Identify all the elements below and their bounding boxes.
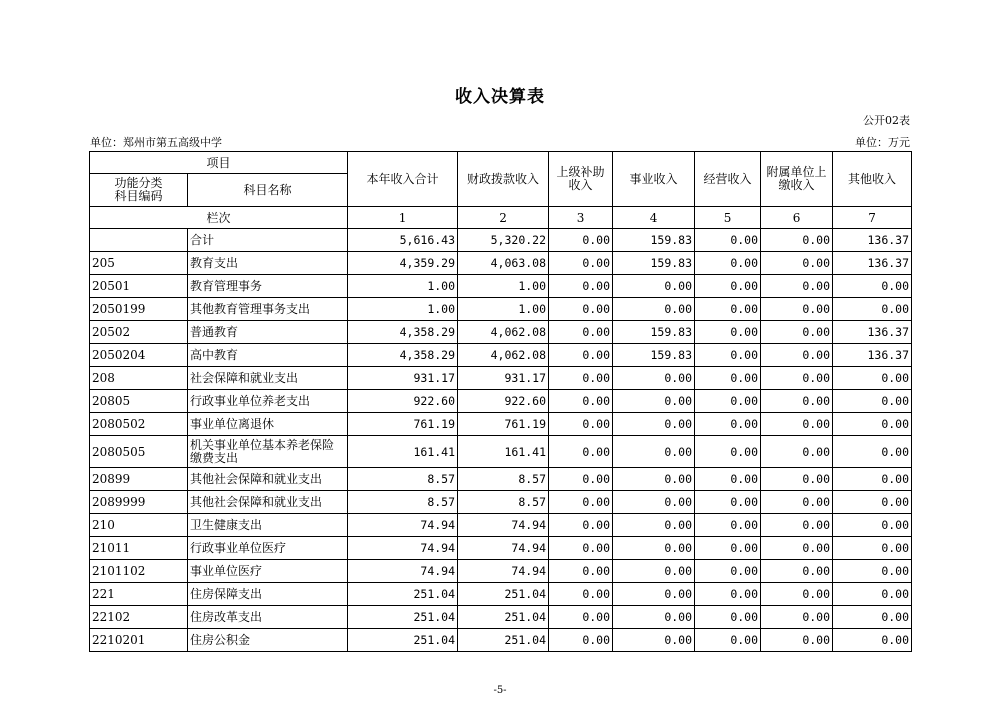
row-func-code: 2080505 xyxy=(90,436,188,468)
row-value: 0.00 xyxy=(549,390,613,413)
row-value: 136.37 xyxy=(833,229,912,252)
row-value: 4,358.29 xyxy=(348,321,458,344)
row-func-code: 208 xyxy=(90,367,188,390)
row-value: 0.00 xyxy=(549,537,613,560)
row-value: 251.04 xyxy=(348,629,458,652)
table-row xyxy=(90,537,912,560)
row-value: 74.94 xyxy=(458,537,549,560)
row-value: 0.00 xyxy=(549,229,613,252)
row-value: 0.00 xyxy=(613,583,695,606)
column-order-label: 栏次 xyxy=(90,207,348,229)
row-value: 931.17 xyxy=(348,367,458,390)
row-value: 161.41 xyxy=(348,436,458,468)
row-func-code: 210 xyxy=(90,514,188,537)
table-row xyxy=(90,229,912,252)
row-func-code: 221 xyxy=(90,583,188,606)
row-value: 1.00 xyxy=(348,275,458,298)
row-value: 0.00 xyxy=(761,252,833,275)
row-value: 0.00 xyxy=(761,229,833,252)
table-row xyxy=(90,583,912,606)
header-operating-income: 经营收入 xyxy=(695,152,761,207)
row-value: 161.41 xyxy=(458,436,549,468)
row-value: 0.00 xyxy=(833,583,912,606)
row-value: 0.00 xyxy=(549,468,613,491)
row-value: 761.19 xyxy=(458,413,549,436)
row-value: 0.00 xyxy=(761,367,833,390)
income-table xyxy=(89,151,912,652)
table-row xyxy=(90,468,912,491)
table-row xyxy=(90,344,912,367)
row-value: 0.00 xyxy=(613,468,695,491)
row-value: 0.00 xyxy=(833,537,912,560)
row-value: 4,063.08 xyxy=(458,252,549,275)
table-row xyxy=(90,514,912,537)
row-value: 0.00 xyxy=(695,390,761,413)
row-value: 0.00 xyxy=(613,413,695,436)
row-subject-name: 其他教育管理事务支出 xyxy=(188,298,348,321)
row-subject-name: 高中教育 xyxy=(188,344,348,367)
row-subject-name: 合计 xyxy=(188,229,348,252)
row-value: 5,616.43 xyxy=(348,229,458,252)
row-value: 251.04 xyxy=(458,606,549,629)
row-value: 0.00 xyxy=(549,560,613,583)
row-value: 159.83 xyxy=(613,229,695,252)
row-value: 0.00 xyxy=(549,436,613,468)
row-func-code: 20805 xyxy=(90,390,188,413)
row-value: 8.57 xyxy=(348,468,458,491)
row-value: 159.83 xyxy=(613,252,695,275)
row-value: 0.00 xyxy=(613,491,695,514)
form-code: 公开02表 xyxy=(863,114,910,127)
table-row xyxy=(90,436,912,468)
row-subject-name: 行政事业单位医疗 xyxy=(188,537,348,560)
page-number: -5- xyxy=(493,685,507,696)
row-value: 922.60 xyxy=(458,390,549,413)
table-row xyxy=(90,491,912,514)
row-value: 0.00 xyxy=(761,390,833,413)
row-value: 0.00 xyxy=(761,583,833,606)
row-func-code: 2210201 xyxy=(90,629,188,652)
row-value: 0.00 xyxy=(761,321,833,344)
row-value: 0.00 xyxy=(833,275,912,298)
row-value: 0.00 xyxy=(613,606,695,629)
row-subject-name: 社会保障和就业支出 xyxy=(188,367,348,390)
row-value: 0.00 xyxy=(761,298,833,321)
row-value: 931.17 xyxy=(458,367,549,390)
row-value: 5,320.22 xyxy=(458,229,549,252)
row-func-code: 2089999 xyxy=(90,491,188,514)
row-value: 0.00 xyxy=(761,491,833,514)
row-subject-name: 住房保障支出 xyxy=(188,583,348,606)
row-value: 0.00 xyxy=(549,606,613,629)
row-func-code: 20501 xyxy=(90,275,188,298)
column-order-row xyxy=(90,207,912,229)
row-value: 0.00 xyxy=(613,629,695,652)
row-subject-name: 其他社会保障和就业支出 xyxy=(188,491,348,514)
row-value: 0.00 xyxy=(833,514,912,537)
row-value: 0.00 xyxy=(833,468,912,491)
table-row xyxy=(90,390,912,413)
row-value: 0.00 xyxy=(549,252,613,275)
row-value: 0.00 xyxy=(761,344,833,367)
row-value: 0.00 xyxy=(833,298,912,321)
row-subject-name: 教育支出 xyxy=(188,252,348,275)
row-value: 251.04 xyxy=(348,583,458,606)
row-value: 0.00 xyxy=(695,344,761,367)
row-value: 0.00 xyxy=(695,606,761,629)
row-value: 0.00 xyxy=(833,390,912,413)
row-value: 0.00 xyxy=(613,367,695,390)
header-fiscal-income: 财政拨款收入 xyxy=(458,152,549,207)
unit-name: 单位：郑州市第五高级中学 xyxy=(90,136,222,149)
row-value: 0.00 xyxy=(695,537,761,560)
table-row xyxy=(90,606,912,629)
row-value: 8.57 xyxy=(458,491,549,514)
column-number: 6 xyxy=(761,207,833,229)
row-subject-name: 住房改革支出 xyxy=(188,606,348,629)
column-number: 2 xyxy=(458,207,549,229)
row-value: 0.00 xyxy=(613,436,695,468)
row-value: 0.00 xyxy=(761,537,833,560)
row-value: 251.04 xyxy=(348,606,458,629)
row-subject-name: 机关事业单位基本养老保险缴费支出 xyxy=(188,436,348,468)
row-value: 1.00 xyxy=(458,275,549,298)
row-value: 0.00 xyxy=(549,514,613,537)
column-number: 3 xyxy=(549,207,613,229)
row-value: 74.94 xyxy=(348,514,458,537)
row-value: 0.00 xyxy=(695,514,761,537)
row-value: 0.00 xyxy=(695,413,761,436)
row-value: 0.00 xyxy=(695,629,761,652)
row-value: 136.37 xyxy=(833,321,912,344)
row-func-code: 21011 xyxy=(90,537,188,560)
row-value: 0.00 xyxy=(695,367,761,390)
row-subject-name: 卫生健康支出 xyxy=(188,514,348,537)
row-value: 0.00 xyxy=(833,606,912,629)
page-title: 收入决算表 xyxy=(455,87,545,107)
row-value: 0.00 xyxy=(833,436,912,468)
row-value: 8.57 xyxy=(458,468,549,491)
row-func-code: 22102 xyxy=(90,606,188,629)
table-row xyxy=(90,367,912,390)
row-value: 0.00 xyxy=(549,298,613,321)
row-value: 8.57 xyxy=(348,491,458,514)
header-func-code: 功能分类 科目编码 xyxy=(90,174,188,207)
row-value: 0.00 xyxy=(761,436,833,468)
row-func-code: 20899 xyxy=(90,468,188,491)
row-value: 0.00 xyxy=(613,298,695,321)
row-value: 0.00 xyxy=(695,298,761,321)
row-value: 0.00 xyxy=(695,229,761,252)
row-value: 922.60 xyxy=(348,390,458,413)
row-value: 0.00 xyxy=(549,413,613,436)
row-value: 0.00 xyxy=(761,560,833,583)
row-func-code: 205 xyxy=(90,252,188,275)
row-value: 159.83 xyxy=(613,344,695,367)
row-value: 0.00 xyxy=(695,583,761,606)
row-subject-name: 其他社会保障和就业支出 xyxy=(188,468,348,491)
row-subject-name: 事业单位医疗 xyxy=(188,560,348,583)
row-value: 4,062.08 xyxy=(458,321,549,344)
row-subject-name: 普通教育 xyxy=(188,321,348,344)
row-value: 74.94 xyxy=(458,514,549,537)
unit-of-measure: 单位：万元 xyxy=(855,136,910,149)
row-value: 159.83 xyxy=(613,321,695,344)
row-value: 0.00 xyxy=(613,275,695,298)
table-row xyxy=(90,321,912,344)
row-subject-name: 行政事业单位养老支出 xyxy=(188,390,348,413)
table-row xyxy=(90,413,912,436)
table-row xyxy=(90,252,912,275)
row-value: 0.00 xyxy=(613,390,695,413)
row-value: 0.00 xyxy=(549,629,613,652)
header-total-income: 本年收入合计 xyxy=(348,152,458,207)
header-business-income: 事业收入 xyxy=(613,152,695,207)
row-value: 0.00 xyxy=(833,367,912,390)
row-value: 0.00 xyxy=(761,514,833,537)
row-subject-name: 住房公积金 xyxy=(188,629,348,652)
row-value: 0.00 xyxy=(761,275,833,298)
row-value: 0.00 xyxy=(761,606,833,629)
row-value: 0.00 xyxy=(695,252,761,275)
table-row xyxy=(90,629,912,652)
row-value: 0.00 xyxy=(695,560,761,583)
row-value: 74.94 xyxy=(348,560,458,583)
row-value: 4,358.29 xyxy=(348,344,458,367)
row-value: 4,062.08 xyxy=(458,344,549,367)
row-value: 4,359.29 xyxy=(348,252,458,275)
row-value: 0.00 xyxy=(613,560,695,583)
row-value: 74.94 xyxy=(348,537,458,560)
row-value: 0.00 xyxy=(695,491,761,514)
row-value: 0.00 xyxy=(549,275,613,298)
row-value: 0.00 xyxy=(549,583,613,606)
header-affiliated-income: 附属单位上 缴收入 xyxy=(761,152,833,207)
row-value: 0.00 xyxy=(549,491,613,514)
row-value: 0.00 xyxy=(695,275,761,298)
row-value: 0.00 xyxy=(695,436,761,468)
row-value: 0.00 xyxy=(761,413,833,436)
header-subject-name: 科目名称 xyxy=(188,174,348,207)
row-value: 0.00 xyxy=(833,629,912,652)
row-value: 0.00 xyxy=(549,344,613,367)
column-number: 5 xyxy=(695,207,761,229)
row-func-code: 2050199 xyxy=(90,298,188,321)
row-value: 0.00 xyxy=(695,468,761,491)
row-value: 74.94 xyxy=(458,560,549,583)
row-func-code: 2080502 xyxy=(90,413,188,436)
row-value: 1.00 xyxy=(458,298,549,321)
row-value: 136.37 xyxy=(833,252,912,275)
row-value: 251.04 xyxy=(458,583,549,606)
row-value: 0.00 xyxy=(549,367,613,390)
row-func-code: 20502 xyxy=(90,321,188,344)
column-number: 7 xyxy=(833,207,912,229)
row-value: 0.00 xyxy=(761,468,833,491)
row-value: 0.00 xyxy=(833,413,912,436)
row-value: 251.04 xyxy=(458,629,549,652)
row-value: 761.19 xyxy=(348,413,458,436)
table-row xyxy=(90,298,912,321)
header-item: 项目 xyxy=(90,152,348,174)
row-value: 0.00 xyxy=(695,321,761,344)
column-number: 4 xyxy=(613,207,695,229)
row-subject-name: 教育管理事务 xyxy=(188,275,348,298)
row-value: 1.00 xyxy=(348,298,458,321)
row-value: 0.00 xyxy=(833,560,912,583)
column-number: 1 xyxy=(348,207,458,229)
row-value: 0.00 xyxy=(833,491,912,514)
row-value: 0.00 xyxy=(613,514,695,537)
table-row xyxy=(90,560,912,583)
row-func-code: 2101102 xyxy=(90,560,188,583)
header-superior-subsidy: 上级补助 收入 xyxy=(549,152,613,207)
row-value: 0.00 xyxy=(761,629,833,652)
row-func-code: 2050204 xyxy=(90,344,188,367)
header-other-income: 其他收入 xyxy=(833,152,912,207)
row-value: 0.00 xyxy=(549,321,613,344)
table-row xyxy=(90,275,912,298)
row-value: 136.37 xyxy=(833,344,912,367)
row-subject-name: 事业单位离退休 xyxy=(188,413,348,436)
row-func-code xyxy=(90,229,188,252)
row-value: 0.00 xyxy=(613,537,695,560)
